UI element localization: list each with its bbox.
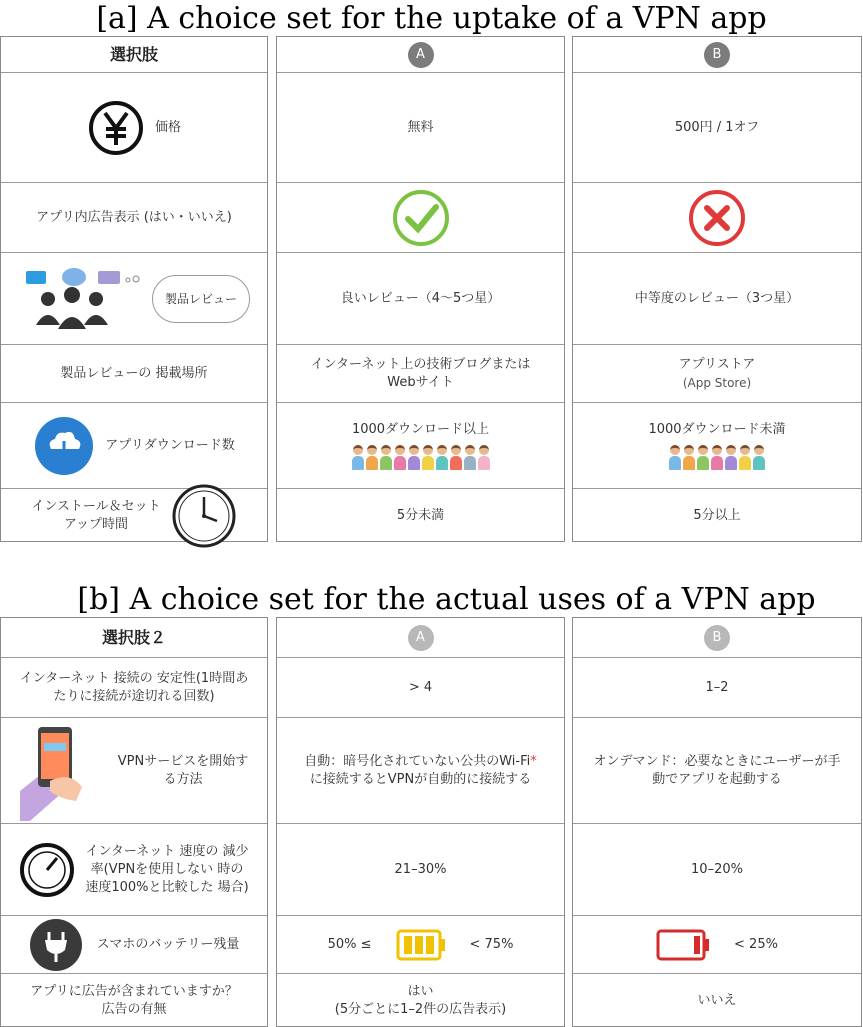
yen-icon [87,99,145,157]
attr-downloads-label: アプリダウンロード数 [105,437,235,453]
table-a-header-cell-a [277,37,564,73]
review-location-b-value: アプリストア [678,356,756,372]
option-a-badge: A [408,42,434,68]
person-icon [464,445,476,470]
table-a-attribute-column [0,36,268,542]
table-row [573,489,861,543]
speed-a-value: 21–30% [394,861,447,877]
table-row [573,718,861,824]
battery-low-icon [656,928,710,962]
install-time-a-value: 5分未満 [396,508,445,523]
battery-b-high: < 25% [734,936,778,952]
vpn-start-b-value-2: 動でアプリを起動する [652,771,782,787]
table-row [277,658,564,718]
option-a-badge-2: A [408,625,434,651]
person-icon [380,445,392,470]
attr-battery-label: スマホのバッテリー残量 [96,936,240,952]
person-icon [366,445,378,470]
option-b-badge: B [704,42,730,68]
table-row [573,824,861,916]
attr-stability-label-2: たりに接続が途切れる回数) [53,688,215,704]
review-location-a-value-2: Webサイト [387,374,454,390]
review-a-value: 良いレビュー（4〜5つ星） [340,290,501,306]
person-icon [450,445,462,470]
wifi-asterisk: * [530,753,537,769]
ads-a-value: はい [407,984,434,999]
battery-a-high: < 75% [469,936,514,952]
table-a-option-b-column [572,36,862,542]
person-icon [711,445,723,470]
person-icon [753,445,765,470]
table-row [277,489,564,543]
table-b-option-b-column [572,617,862,1027]
table-row [277,974,564,1027]
person-icon [725,445,737,470]
table-b-header-label: 選択肢２ [101,627,166,647]
table-row [277,718,564,824]
option-b-badge-2: B [704,625,730,651]
attr-vpn-start-label: VPNサービスを開始す [117,753,249,769]
table-b-option-a-column [276,617,565,1027]
table-row [1,916,267,974]
table-row [1,824,267,916]
table-row [1,403,267,489]
vpn-start-a-value-2: に接続するとVPNが自動的に接続する [309,771,532,787]
attr-ads-label: アプリに広告が含まれていますか？ [30,984,238,999]
table-row [1,253,267,345]
speed-b-value: 10–20% [691,861,743,877]
table-row [277,345,564,403]
speedometer-icon [19,842,75,898]
table-row [277,916,564,974]
review-b-value: 中等度のレビュー（3つ星） [634,290,800,306]
person-icon [352,445,364,470]
cross-icon [688,189,746,247]
stability-b-value: 1–2 [705,679,729,695]
table-row [1,658,267,718]
table-row [573,183,861,253]
table-row [573,403,861,489]
table-a-header-cell-b [573,37,861,73]
table-row [1,718,267,824]
stability-a-value: > 4 [408,679,433,695]
table-a-option-a-column [276,36,565,542]
clock-icon [171,483,237,549]
attr-price-label: 価格 [154,119,181,135]
vpn-start-b-value: オンデマンド：必要なときにユーザーが手 [593,753,841,769]
table-row [1,489,267,543]
caption-b: [b] A choice set for the actual uses of a VPN app [77,582,816,617]
table-row [1,974,267,1027]
crowd-small-icon [669,445,765,470]
person-icon [669,445,681,470]
price-b-value: 500円 / 1オフ [674,119,760,135]
install-time-b-value: 5分以上 [693,508,741,523]
table-b-header-cell-a [277,618,564,658]
person-icon [697,445,709,470]
table-row [573,73,861,183]
attr-speed-label: インターネット 速度の 減少 [85,843,249,859]
attr-speed-label-3: 速度100%と比較した 場合) [85,879,249,895]
table-row [1,73,267,183]
attr-vpn-start-label-2: る方法 [163,771,203,787]
table-row [277,73,564,183]
table-row [573,253,861,345]
table-row [277,253,564,345]
table-row [1,345,267,403]
attr-product-review-label: 製品レビュー [164,291,237,306]
attr-stability-label: インターネット 接続の 安定性(1時間あ [19,670,249,686]
review-location-b-value-2: (App Store) [682,375,752,390]
table-b-header-cell-b [573,618,861,658]
phone-hand-icon [20,721,100,821]
person-icon [436,445,448,470]
ads-a-value-2: (5分ごとに1–2件の広告表示) [334,1002,507,1017]
person-icon [394,445,406,470]
person-icon [478,445,490,470]
table-row [573,974,861,1027]
table-row [573,345,861,403]
downloads-b-value: 1000ダウンロード未満 [648,422,786,437]
table-row [1,183,267,253]
person-icon [422,445,434,470]
attr-in-app-ads-label: アプリ内広告表示 (はい・いいえ) [36,209,232,225]
downloads-a-value: 1000ダウンロード以上 [351,422,490,437]
table-row [573,916,861,974]
table-a-header-cell [1,37,267,73]
table-b-header-cell [1,618,267,658]
cloud-download-icon [33,415,95,477]
chat-people-icon [18,265,148,333]
table-row [277,183,564,253]
table-a-header-label: 選択肢 [109,44,158,64]
table-b-attribute-column [0,617,268,1027]
review-location-a-value: インターネット上の技術ブログまたは [310,356,531,372]
person-icon [739,445,751,470]
battery-high-icon [396,928,446,962]
plug-icon [29,918,83,972]
person-icon [408,445,420,470]
table-row [573,658,861,718]
attr-install-time-label: インストール＆セット [31,499,161,514]
person-icon [683,445,695,470]
ads-b-value: いいえ [697,993,737,1008]
check-icon [392,189,450,247]
table-row [277,824,564,916]
attr-ads-label-2: 広告の有無 [101,1002,167,1017]
table-row [277,403,564,489]
crowd-large-icon [352,445,490,470]
vpn-start-a-value: 自動：暗号化されていない公共のWi-Fi [304,753,531,769]
price-a-value: 無料 [407,119,434,135]
attr-install-time-label-2: アップ時間 [63,517,129,532]
attr-speed-label-2: 率(VPNを使用しない 時の [90,861,244,877]
attr-review-location-label: 製品レビューの 掲載場所 [60,365,208,381]
caption-a: [a] A choice set for the uptake of a VPN app [96,1,767,36]
battery-a-low: 50% ≤ [327,936,372,952]
